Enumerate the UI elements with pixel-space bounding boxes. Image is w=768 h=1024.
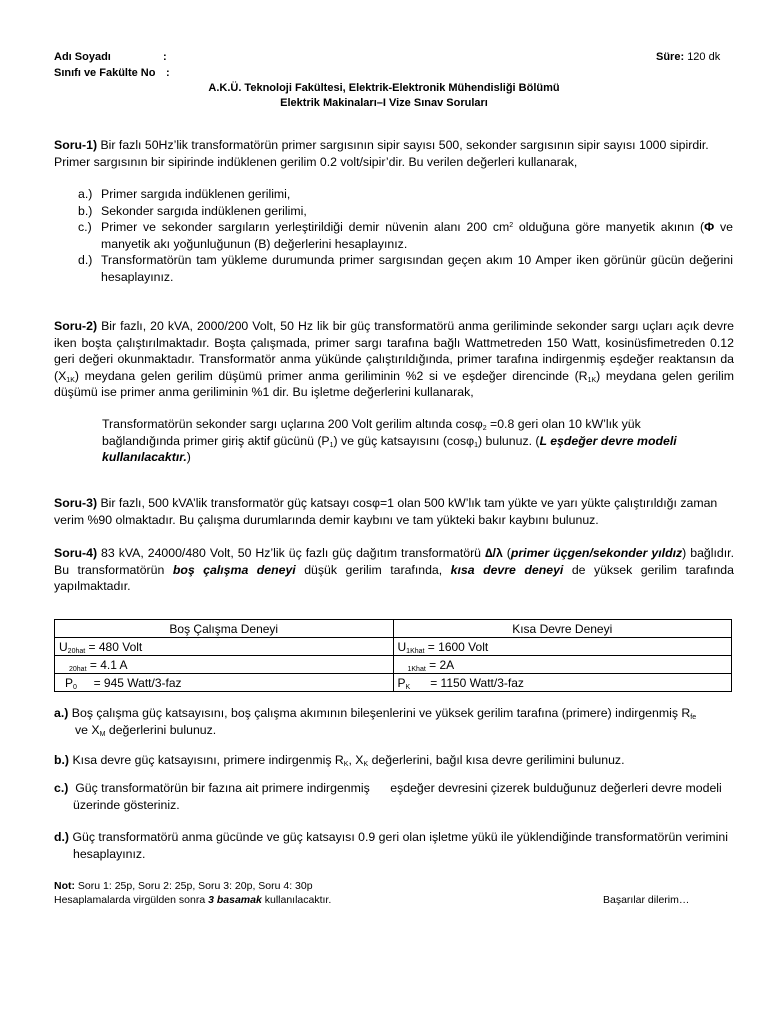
q1-items	[78, 186, 733, 285]
subscript: 1	[329, 441, 334, 449]
q2-task-text: ) bulunuz. (	[478, 433, 540, 448]
closing-wish: Başarılar dilerim…	[603, 894, 690, 906]
superscript: 2	[509, 222, 514, 229]
subscript: K	[405, 683, 411, 691]
part-b-text: , X	[348, 753, 364, 767]
item-label: d.)	[78, 253, 93, 267]
connection-symbol: ∆/λ	[485, 546, 503, 560]
table-cell	[393, 674, 732, 692]
part-a	[54, 705, 734, 738]
q1-label: Soru-1)	[54, 138, 98, 152]
no-load-test-text: boş çalışma deneyi	[172, 562, 296, 577]
value: = 2A	[425, 657, 455, 672]
question-4	[54, 545, 734, 595]
part-c-text: Güç transformatörün bir fazına ait primere indirgenmiş eşdeğer devresini çizerek bulduğunuz değerleri devre modeli üzerinde gösteriniz.	[68, 781, 726, 812]
duration-value: 120 dk	[687, 51, 721, 63]
part-a-label: a.)	[54, 706, 69, 720]
part-d-text: Güç transformatörü anma gücünde ve güç katsayısı 0.9 geri olan işletme yükü ile yüklendiğinde transformatörün verimini hesaplayınız.	[69, 830, 728, 861]
subscript: M	[99, 730, 106, 738]
part-d-label: d.)	[54, 830, 70, 844]
precision-text: kullanılacaktır.	[261, 894, 332, 906]
item-text: Sekonder sargıda indüklenen gerilimi,	[101, 203, 307, 218]
table-row	[55, 656, 732, 674]
q2-task-text: ) ve güç katsayısını (cosφ	[333, 433, 475, 448]
part-b-text: değerlerini, bağıl kısa devre gerilimini bulunuz.	[368, 753, 625, 767]
subscript: 1K	[66, 376, 75, 384]
q2-task-text: =0.8 geri olan 10 kW’lık yük bağlandığında primer giriş aktif gücünü (P	[102, 417, 641, 448]
page-subtitle: Elektrik Makinaları–I Vize Sınav Soruları	[280, 97, 488, 109]
table-header-short-circuit: Kısa Devre Deneyi	[393, 620, 732, 638]
symbol: U	[397, 639, 407, 654]
q1-text: Bir fazlı 50Hz’lik transformatörün primer sargısının sipir sayısı 500, sekonder sargısının sipir sayısı 1000 sipirdir. Primer sargısının bir sipirinde indüklenen gerilim 0.2 volt/sipir’dir. Bu verilen değerleri kullanarak,	[54, 138, 709, 169]
table-cell	[55, 638, 394, 656]
subscript: 1Khat	[407, 665, 426, 673]
symbol: U	[59, 639, 68, 654]
test-table	[54, 619, 732, 692]
subscript: 1	[474, 441, 478, 449]
subscript: K	[343, 761, 349, 768]
duration-label: Süre:	[656, 51, 685, 63]
question-3	[54, 495, 734, 528]
table-row	[55, 638, 732, 656]
question-1	[54, 137, 734, 170]
item-text: Primer sargıda indüklenen gerilimi,	[101, 187, 291, 201]
table-cell	[393, 656, 732, 674]
part-c-label: c.)	[54, 781, 69, 795]
name-label: Adı Soyadı	[54, 51, 111, 63]
table-cell	[393, 638, 732, 656]
precision-digits: 3 basamak	[208, 894, 262, 906]
value: = 945 Watt/3-faz	[76, 675, 182, 690]
symbol: P	[397, 675, 406, 690]
q2-model-note: L eşdeğer devre modeli kullanılacaktır.	[102, 433, 677, 464]
duration	[656, 51, 720, 63]
q4-text: düşük gerilim tarafında,	[295, 562, 451, 577]
q3-label: Soru-3)	[54, 496, 98, 510]
list-item	[78, 203, 733, 220]
precision-note	[54, 894, 331, 906]
part-a-text: Boş çalışma güç katsayısını, boş çalışma akımının bileşenlerini ve yüksek gerilim tarafına (primere) indirgenmiş R	[68, 706, 691, 720]
value: = 480 Volt	[85, 639, 143, 654]
q2-text: Bir fazlı, 20 kVA, 2000/200 Volt, 50 Hz lik bir güç transformatörü anma geriliminde sekonder sargı uçları açık devre iken boşta çalıştırılmaktadır. Boşta çalışmada, primer sargı tarafına bağlı Wattmetreden 150 Watt, kosinüsfimetreden 0.12 geri değeri okunmaktadır. Transformatör anma yükünde çalıştırıldığında, primer tarafına indirgenmiş eşdeğer reaktansın da (X	[54, 319, 734, 383]
q4-text: ) bağlıdır. Bu transformatörün	[54, 546, 734, 577]
part-b	[54, 752, 734, 769]
table-row	[55, 674, 732, 692]
part-b-text: Kısa devre güç katsayısını, primere indirgenmiş R	[69, 753, 344, 767]
item-text: Primer ve sekonder sargıların yerleştirildiği demir nüvenin alanı 200 cm	[101, 220, 510, 234]
subscript: 20hat	[69, 665, 87, 673]
part-d	[54, 829, 749, 862]
item-label: b.)	[78, 203, 93, 218]
subscript: fe	[690, 714, 697, 721]
item-label: a.)	[78, 187, 93, 201]
q2-task-text: Transformatörün sekonder sargı uçlarına 200 Volt gerilim altında cosφ	[102, 417, 483, 431]
note-label: Not:	[54, 880, 75, 892]
part-b-label: b.)	[54, 753, 70, 767]
table-cell	[55, 674, 394, 692]
subscript: 0	[73, 683, 77, 691]
list-item	[78, 252, 733, 285]
list-item	[78, 186, 733, 203]
name-colon: :	[163, 51, 167, 63]
table-header-no-load: Boş Çalışma Deneyi	[55, 620, 394, 638]
precision-text: Hesaplamalarda virgülden sonra	[54, 894, 209, 906]
part-a-text: ve X	[75, 722, 100, 737]
subscript: 20hat	[67, 647, 86, 655]
q2-text: ) meydana gelen gerilim düşümü ise primer anma geriliminin %1 dir. Bu işletme değerlerini kullanarak,	[54, 368, 735, 399]
q2-text: ) meydana gelen gerilim düşümü primer anma geriliminin %2 si ve eşdeğer direncinde (R	[74, 368, 588, 383]
value: = 4.1 A	[86, 657, 128, 672]
q4-text: 83 kVA, 24000/480 Volt, 50 Hz’lik üç fazlı güç dağıtım transformatörü	[101, 546, 485, 560]
phi-symbol: Φ	[704, 220, 715, 234]
q4-label: Soru-4)	[54, 546, 98, 560]
subscript: 2	[482, 425, 487, 432]
note	[54, 880, 313, 892]
table-cell	[55, 656, 394, 674]
item-label: c.)	[78, 220, 92, 234]
q2-label: Soru-2)	[54, 319, 98, 333]
item-text: Transformatörün tam yükleme durumunda primer sargısından geçen akım 10 Amper iken görünür gücün değerini hesaplayınız.	[101, 253, 733, 284]
value: = 1150 Watt/3-faz	[410, 675, 524, 690]
page-title: A.K.Ü. Teknoloji Fakültesi, Elektrik-Elektronik Mühendisliği Bölümü	[208, 82, 560, 94]
value: = 1600 Volt	[424, 639, 489, 654]
q3-text: Bir fazlı, 500 kVA’lik transformatör güç katsayı cosφ=1 olan 500 kW’lık tam yükte ve yarı yükte çalıştırıldığı zaman verim %90 olmaktadır. Bu çalışma durumlarında demir kaybını ve tam yükteki bakır kaybını bulunuz.	[54, 496, 718, 527]
class-label: Sınıfı ve Fakülte No	[54, 67, 156, 79]
symbol: P	[65, 675, 74, 690]
list-item	[78, 219, 733, 252]
connection-text: primer üçgen/sekonder yıldız	[510, 546, 683, 560]
q2-task	[102, 416, 702, 466]
subscript: 1Khat	[406, 647, 425, 655]
note-text: Soru 1: 25p, Soru 2: 25p, Soru 3: 20p, Soru 4: 30p	[75, 880, 313, 892]
short-circuit-test-text: kısa devre deneyi	[450, 562, 564, 577]
table-header-row	[55, 620, 732, 638]
class-colon: :	[166, 67, 170, 79]
q4-text: de yüksek gerilim tarafında yapılmaktadır.	[54, 562, 734, 593]
question-2	[54, 318, 734, 401]
q2-task-text: )	[186, 450, 191, 464]
subscript: K	[363, 761, 369, 768]
item-text: olduğuna göre manyetik akının (	[513, 220, 705, 234]
part-a-text: değerlerini bulunuz.	[105, 722, 217, 737]
subscript: 1K	[587, 376, 597, 384]
part-c	[54, 780, 749, 813]
item-text: ve manyetik akı yoğunluğunun (B) değerlerini hesaplayınız.	[101, 220, 733, 251]
q4-text: (	[502, 546, 511, 560]
